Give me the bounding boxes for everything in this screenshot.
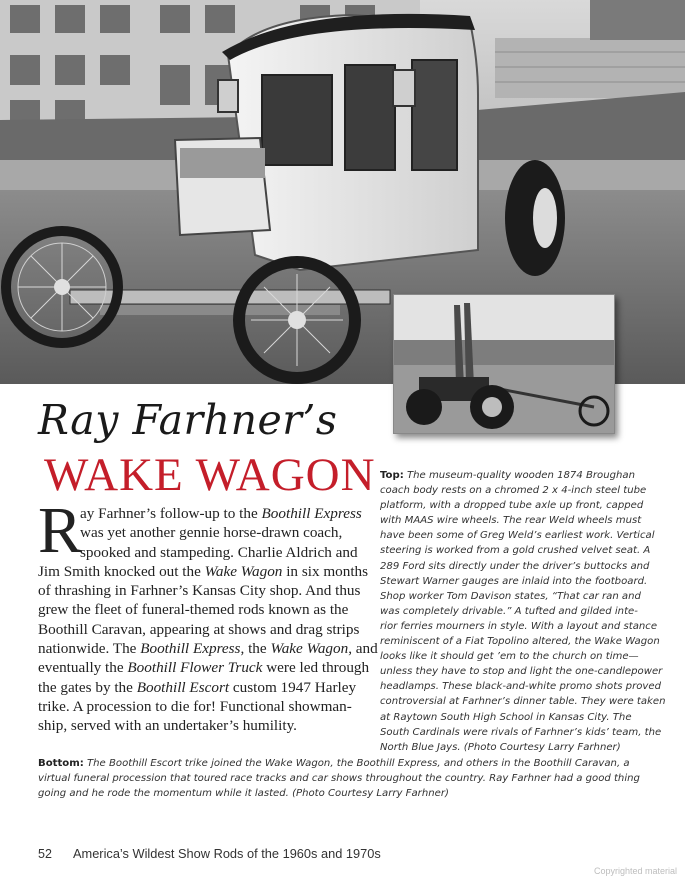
headline-name: Ray Farhner’s — [38, 396, 338, 444]
caption-line: reminiscent of a Fiat Topolino altered, the Wake Wagon — [380, 636, 660, 648]
body-line: the gates by the Boothill Escort custom 1947 Harley — [38, 678, 357, 696]
caption-bottom — [38, 756, 658, 801]
caption-line: was completely drivable.” A tufted and gilded inte- — [380, 605, 638, 617]
caption-line: have been some of Greg Weld’s earliest work. Vertical — [380, 530, 655, 542]
body-line: Boothill Caravan, appearing at shows and drag strips — [38, 620, 360, 638]
caption-line: steering is worked from a gold crushed velvet seat. A — [380, 545, 651, 557]
caption-lead: Top: — [380, 470, 404, 481]
caption-line: with MAAS wire wheels. The rear Weld wheels must — [380, 515, 642, 527]
body-line: grew the fleet of funeral-themed rods known as the — [38, 601, 349, 619]
caption-line: Stewart Warner gauges are inlaid into the footboard. — [380, 575, 648, 587]
caption-line: platform, with a dropped tube axle up front, capped — [380, 500, 644, 512]
trike-photo-icon — [394, 295, 614, 433]
body-line: ship, served with an undertaker’s humility. — [38, 717, 297, 735]
drop-cap: R — [38, 494, 83, 567]
body-line: was yet another gennie horse-drawn coach, — [80, 524, 343, 542]
caption-line: South Cardinals were rivals of Farhner’s kids’ team, the — [380, 726, 662, 738]
body-line: spooked and stampeding. Charlie Aldrich and — [80, 543, 358, 561]
copyright-notice: Copyrighted material — [593, 866, 677, 876]
caption-line: coach body rests on a chromed 2 x 4-inch steel tube — [380, 485, 647, 497]
caption-line: looks like it should get ’em to the church on time— — [380, 651, 639, 663]
running-title: America’s Wildest Show Rods of the 1960s and 1970s — [73, 846, 381, 861]
caption-line: 289 Ford sits directly under the driver’s buttocks and — [380, 560, 650, 572]
inset-photo-boothill-escort — [393, 294, 615, 434]
caption-line: going and he rode the momentum while it lasted. (Photo Courtesy Larry Farhner) — [38, 788, 449, 800]
caption-line: Top: The museum-quality wooden 1874 Broughan — [380, 470, 636, 481]
body-line: ay Farhner’s follow-up to the Boothill Express — [80, 505, 362, 522]
body-line: nationwide. The Boothill Express, the Wake Wagon, and — [38, 640, 378, 658]
caption-top — [380, 468, 670, 755]
headline-title: WAKE WAGON — [44, 449, 376, 501]
caption-lead: Bottom: — [38, 758, 84, 769]
caption-line: unless they have to stop and light the one-candlepower — [380, 666, 663, 678]
body-line: of thrashing in Farhner’s Kansas City shop. And thus — [38, 582, 361, 600]
caption-line: Shop worker Tom Davison states, “That car ran and — [380, 590, 641, 602]
caption-line: at Raytown South High School in Kansas City. The — [380, 711, 632, 723]
caption-line: virtual funeral procession that toured race tracks and car shows throughout the country. Ray Farhner had a good thing — [38, 773, 640, 785]
caption-line: North Blue Jays. (Photo Courtesy Larry Farhner) — [380, 741, 621, 753]
caption-line: Bottom: The Boothill Escort trike joined the Wake Wagon, the Boothill Express, and others in the Boothill Caravan, a — [38, 758, 630, 769]
body-line: trike. A procession to die for! Functional showman- — [38, 697, 352, 715]
body-line: eventually the Boothill Flower Truck were led through — [38, 659, 370, 677]
page-number: 52 — [38, 847, 52, 861]
article-body — [38, 504, 378, 736]
body-line: Jim Smith knocked out the Wake Wagon in six months — [38, 562, 369, 580]
caption-line: headlamps. These black-and-white promo shots proved — [380, 681, 661, 693]
caption-line: rior ferries mourners in style. With a layout and stance — [380, 620, 658, 632]
caption-line: controversial at Farhner’s dinner table. They were taken — [380, 696, 666, 708]
